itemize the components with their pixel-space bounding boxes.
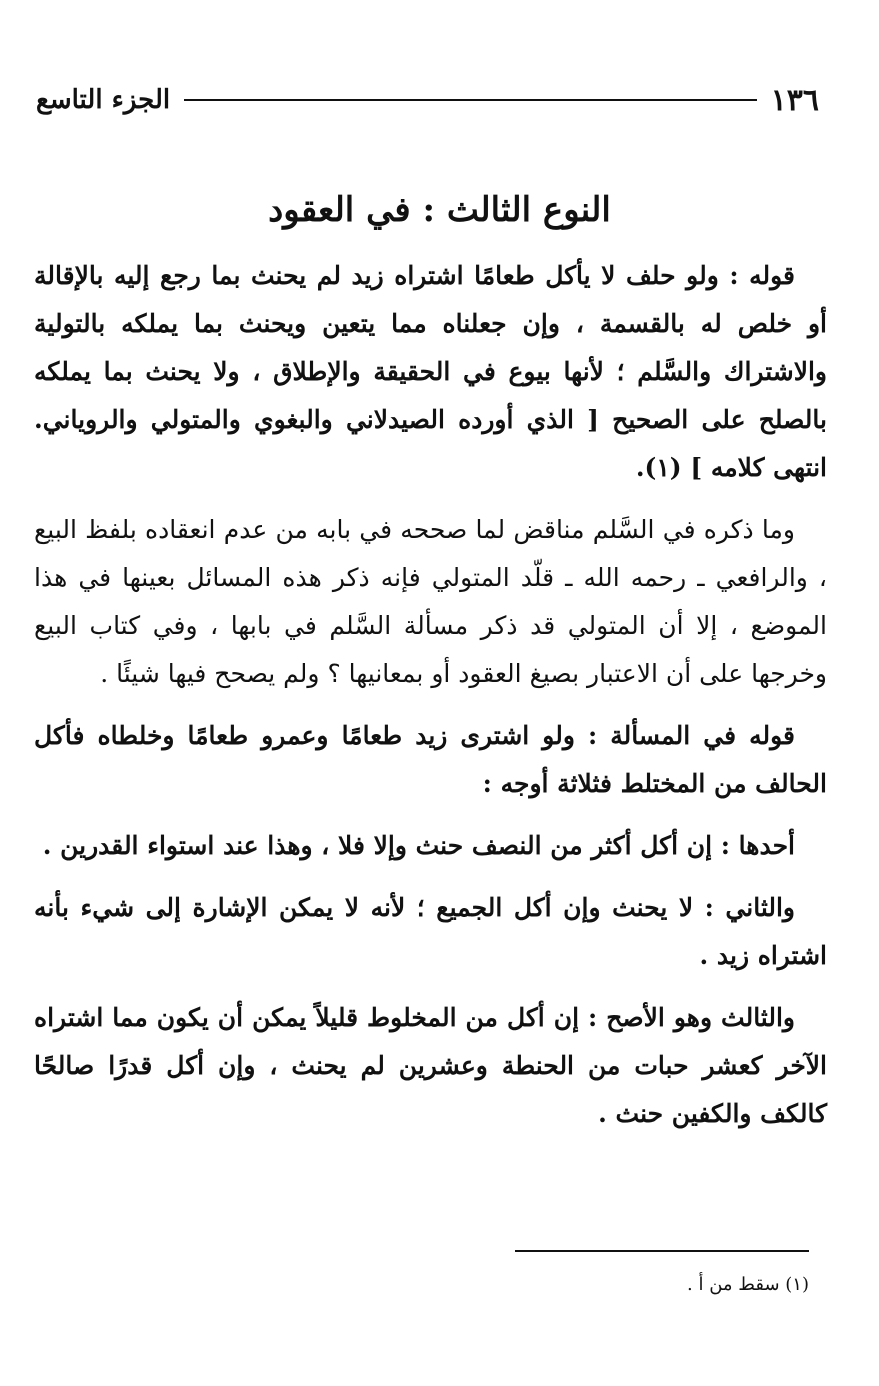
paragraph-1: قوله : ولو حلف لا يأكل طعامًا اشتراه زيد لم يحنث بما رجع إليه بالإقالة أو خلص له بالقسمة ، وإن جعلناه مما يتعين ويحنث بما يملكه بالتولية والاشتراك والسَّلم ؛ لأنها بيوع في الحقيقة والإطلاق ، ولا يحنث بما يملكه بالصلح على الصحيح [ الذي أورده الصيدلاني والبغوي والمتولي والروياني. انتهى كلامه ] (١). [34, 261, 827, 482]
paragraph-2: وما ذكره في السَّلم مناقض لما صححه في بابه من عدم انعقاده بلفظ البيع ، والرافعي ـ رحمه الله ـ قلّد المتولي فإنه ذكر هذه المسائل بعينها في هذا الموضع ، إلا أن المتولي قد ذكر مسألة السَّلم في بابها ، وفي كتاب البيع وخرجها على أن الاعتبار بصيغ العقود أو بمعانيها ؟ ولم يصحح فيها شيئًا . [34, 515, 827, 688]
paragraph-4: أحدها : إن أكل أكثر من النصف حنث وإلا فلا ، وهذا عند استواء القدرين . [42, 831, 795, 860]
paragraph-5: والثاني : لا يحنث وإن أكل الجميع ؛ لأنه لا يمكن الإشارة إلى شيء بأنه اشتراه زيد . [34, 893, 827, 970]
paragraph-3: قوله في المسألة : ولو اشترى زيد طعامًا وعمرو طعامًا وخلطاه فأكل الحالف من المختلط فثلاثة أوجه : [34, 721, 827, 798]
page-number: ١٣٦ [770, 82, 819, 118]
running-header-title: الجزء التاسع [36, 85, 171, 115]
body-text [34, 252, 827, 1152]
header-rule [184, 99, 757, 101]
section-title: النوع الثالث : في العقود [268, 190, 611, 230]
footnote-separator [515, 1250, 809, 1252]
running-header [36, 78, 819, 122]
paragraph-6: والثالث وهو الأصح : إن أكل من المخلوط قليلاً يمكن أن يكون مما اشتراه الآخر كعشر حبات من الحنطة وعشرين لم يحنث ، وإن أكل قدرًا صالحًا كالكف والكفين حنث . [34, 1003, 827, 1128]
footnote: (١) سقط من أ . [687, 1274, 809, 1295]
